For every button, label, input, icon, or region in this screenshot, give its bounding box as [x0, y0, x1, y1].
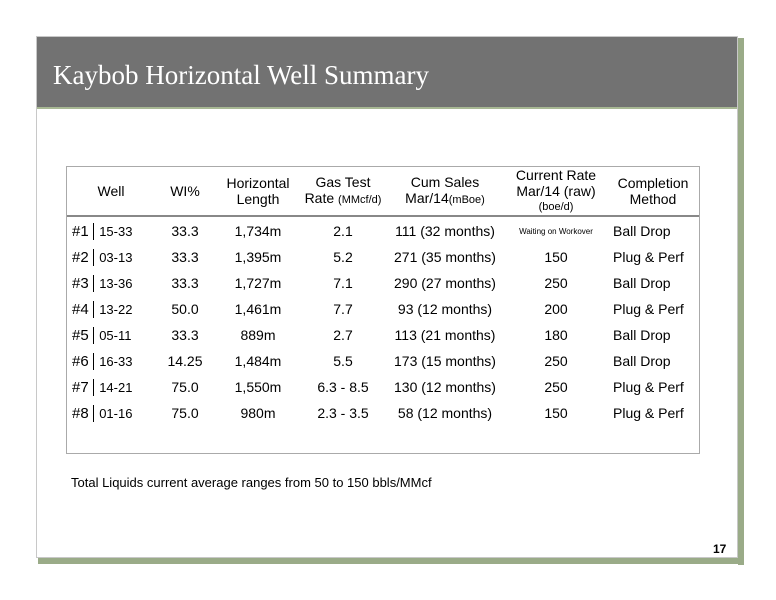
well-number: #6: [72, 352, 89, 370]
well-separator: [93, 275, 95, 292]
well-location: 16-33: [99, 353, 133, 369]
cum-sales-cell: 130 (12 months): [394, 379, 496, 395]
well-separator: [93, 353, 95, 370]
header-well-label: Well: [97, 183, 125, 199]
well-location: 15-33: [99, 223, 133, 239]
table-row: [67, 322, 699, 348]
header-length-line1: Horizontal: [226, 175, 290, 191]
header-cum-line1: Cum Sales: [410, 174, 480, 190]
header-completion-method: [607, 167, 699, 215]
table-row: [67, 400, 699, 426]
well-separator: [93, 327, 95, 344]
current-rate-cell: 200: [544, 301, 568, 317]
current-rate-cell: 150: [544, 405, 568, 421]
method-cell: Plug & Perf: [613, 249, 684, 265]
cum-sales-cell: 173 (15 months): [394, 353, 496, 369]
header-method-line1: Completion: [617, 175, 689, 191]
cum-sales-cell: 111 (32 months): [395, 223, 495, 239]
table-row: [67, 374, 699, 400]
well-cell: [72, 348, 132, 374]
well-cell: [72, 244, 132, 270]
table-row: [67, 218, 699, 244]
well-location: 03-13: [99, 249, 133, 265]
gas-rate-cell: 2.7: [333, 327, 353, 343]
wi-cell: 50.0: [171, 301, 199, 317]
cum-sales-cell: 113 (21 months): [394, 327, 496, 343]
well-number: #2: [72, 248, 89, 266]
gas-rate-cell: 5.5: [333, 353, 353, 369]
well-separator: [93, 301, 95, 318]
header-length-line2: Length: [236, 191, 280, 207]
cum-sales-cell: 271 (35 months): [394, 249, 496, 265]
length-cell: 1,550m: [234, 379, 282, 395]
method-cell: Plug & Perf: [613, 405, 684, 421]
cum-sales-cell: 290 (27 months): [394, 275, 496, 291]
method-cell: Ball Drop: [613, 353, 671, 369]
header-rate-unit: (boe/d): [538, 201, 574, 213]
wi-cell: 75.0: [171, 405, 199, 421]
method-cell: Ball Drop: [613, 223, 671, 239]
well-cell: [72, 270, 132, 296]
wi-cell: 33.3: [171, 249, 199, 265]
well-cell: [72, 218, 132, 244]
gas-rate-cell: 2.3 - 3.5: [317, 405, 369, 421]
current-rate-cell: 150: [544, 249, 568, 265]
header-cum-line2: Mar/14: [405, 190, 449, 206]
length-cell: 1,727m: [234, 275, 282, 291]
well-number: #5: [72, 326, 89, 344]
well-cell: [72, 322, 131, 348]
well-number: #8: [72, 404, 89, 422]
current-rate-cell: 250: [544, 353, 568, 369]
well-number: #3: [72, 274, 89, 292]
current-rate-cell: 180: [544, 327, 568, 343]
header-gas-line1: Gas Test: [315, 174, 371, 190]
method-cell: Ball Drop: [613, 275, 671, 291]
header-wi: [155, 167, 215, 215]
well-separator: [93, 249, 95, 266]
well-cell: [72, 400, 132, 426]
header-gas-unit: (MMcf/d): [338, 194, 382, 206]
well-location: 13-36: [99, 275, 133, 291]
method-cell: Ball Drop: [613, 327, 671, 343]
well-separator: [93, 379, 95, 396]
header-gas-line2: Rate: [304, 190, 335, 206]
wi-cell: 75.0: [171, 379, 199, 395]
table-row: [67, 348, 699, 374]
length-cell: 1,461m: [234, 301, 282, 317]
wi-cell: 14.25: [167, 353, 203, 369]
well-separator: [93, 223, 95, 240]
gas-rate-cell: 7.7: [333, 301, 353, 317]
gas-rate-cell: 6.3 - 8.5: [317, 379, 369, 395]
slide-shadow-right: [738, 38, 744, 565]
header-horizontal-length: [215, 167, 301, 215]
well-number: #4: [72, 300, 89, 318]
length-cell: 889m: [240, 327, 276, 343]
length-cell: 1,395m: [234, 249, 282, 265]
current-rate-cell: 250: [544, 379, 568, 395]
wi-cell: 33.3: [171, 223, 199, 239]
well-location: 01-16: [99, 405, 133, 421]
gas-rate-cell: 5.2: [333, 249, 353, 265]
cum-sales-cell: 58 (12 months): [397, 405, 493, 421]
table-row: [67, 244, 699, 270]
header-rate-line2: Mar/14 (raw): [516, 183, 596, 199]
well-separator: [93, 405, 95, 422]
well-location: 14-21: [99, 379, 133, 395]
wi-cell: 33.3: [171, 327, 199, 343]
header-cum-unit: (mBoe): [448, 194, 485, 206]
header-method-line2: Method: [629, 191, 677, 207]
well-number: #1: [72, 222, 89, 240]
title-bar: [37, 37, 737, 107]
well-location: 05-11: [99, 327, 132, 343]
well-location: 13-22: [99, 301, 133, 317]
liquids-note: Total Liquids current average ranges from 50 to 150 bbls/MMcf: [71, 475, 432, 490]
header-divider: [67, 215, 699, 217]
method-cell: Plug & Perf: [613, 301, 684, 317]
well-cell: [72, 374, 132, 400]
well-summary-table: [66, 166, 700, 454]
slide-shadow-bottom: [38, 558, 744, 564]
table-row: [67, 296, 699, 322]
length-cell: 1,734m: [234, 223, 282, 239]
slide: [36, 36, 738, 558]
title-underline: [37, 107, 737, 109]
table-row: [67, 270, 699, 296]
page-number: 17: [713, 542, 727, 556]
length-cell: 1,484m: [234, 353, 282, 369]
header-well: [67, 167, 155, 215]
slide-title: Kaybob Horizontal Well Summary: [53, 60, 430, 90]
wi-cell: 33.3: [171, 275, 199, 291]
header-rate-line1: Current Rate: [515, 167, 597, 183]
length-cell: 980m: [240, 405, 276, 421]
well-number: #7: [72, 378, 89, 396]
cum-sales-cell: 93 (12 months): [397, 301, 493, 317]
header-cum-sales: [385, 167, 505, 215]
gas-rate-cell: 7.1: [333, 275, 353, 291]
header-current-rate: [505, 167, 607, 215]
current-rate-cell: 250: [544, 275, 568, 291]
method-cell: Plug & Perf: [613, 379, 684, 395]
header-gas-test-rate: [301, 167, 385, 215]
current-rate-cell: Waiting on Workover: [519, 226, 593, 236]
well-cell: [72, 296, 132, 322]
header-wi-label: WI%: [170, 183, 200, 199]
gas-rate-cell: 2.1: [333, 223, 353, 239]
